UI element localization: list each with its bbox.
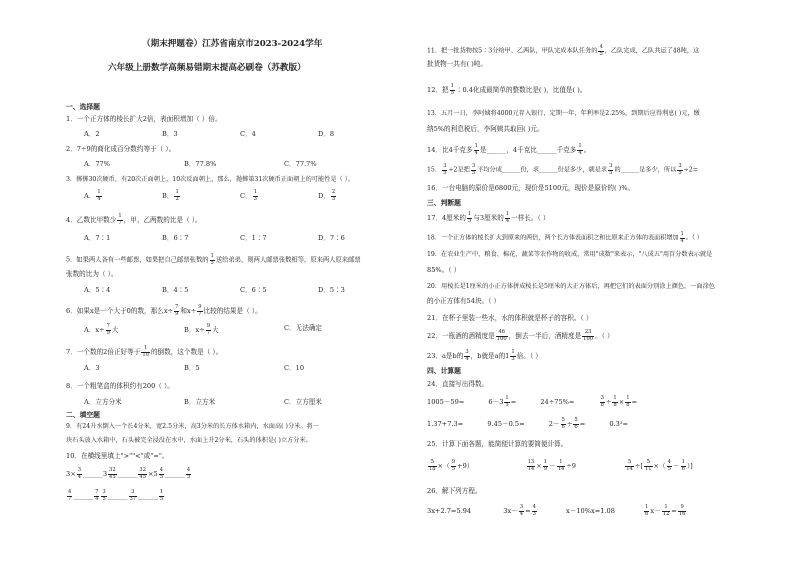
question-5: 5．如果两人各有一些邮票，如果把自己邮票张数的 $\frac{1}{5}$ 送给弟弟，则两人邮票张数相等，原来两人原来邮票 [66, 253, 361, 266]
q3-option-d: D． $\frac{2}{3}$ [318, 189, 336, 202]
q24-row-2: 1.37+7.3= 9.45－0.5= 2－ $\frac{5}{6}$ ÷ $\frac{5}{6}$ = 0.3²= [427, 417, 628, 430]
question-3: 3．掷掷30次硬币，有20次正面朝上，10次反面朝上，那么，抛掷第31次硬币正面朝上的可能性是（ ）。 [66, 176, 354, 183]
question-9: 9．有24升水倒入一个长4分米，宽2.5分米，高3分米的长方体水箱内，水面高( )分米。将一 [66, 423, 319, 430]
question-8: 8．一个粗笔盒的体积约有200（ ）。 [66, 382, 174, 390]
section-fill: 二、填空题 [66, 411, 100, 419]
question-9-line-2: 块石头放入水箱中，石头被完全浸没在水中，水面上升2分米，石头的体积是( )立方分米。 [66, 437, 312, 444]
question-20-line-2: 的小正方体有54块。（ ） [427, 297, 501, 305]
question-11: 11．把一批货物按5∶3分给甲、乙两队，甲队完成本队任务的 $\frac{4}{5}$ ，乙队完成，乙队共运了48吨，这 [427, 44, 700, 57]
q10-row-1: 3× $\frac{3}{4}$ ______3 $\frac{32}{45}$ ______ $\frac{32}{45}$ ×5 $\frac{4}{5}$ ______ $\frac{4}{5}$ [66, 467, 191, 480]
question-2: 2．7÷9的商化成百分数约等于（ ）。 [66, 145, 176, 153]
question-11-line-2: 批货物一共有( )吨。 [427, 60, 487, 68]
q5-option-b: B．4∶5 [162, 286, 189, 294]
question-20: 20．用棱长是1厘米的小正方体拼成棱长是5厘米的大正方体后，再把它们的表面分别涂上颜色，一面涂色 [427, 283, 715, 290]
q6-option-a: A．x÷ $\frac{7}{9}$ 大 [84, 323, 119, 336]
q4-option-d: D．7∶6 [318, 234, 345, 242]
q2-option-b: B．77.8% [184, 160, 217, 168]
section-calc: 四、计算题 [427, 367, 461, 375]
q3-option-c: C． $\frac{1}{3}$ [240, 189, 257, 202]
q4-option-c: C．1∶7 [240, 234, 267, 242]
q5-option-c: C．6∶5 [240, 286, 267, 294]
section-choice: 一、选择题 [66, 103, 100, 111]
question-23: 23．a是b的 $\frac{3}{4}$ ，b就是a的1 $\frac{1}{3}$ 倍。（ ） [427, 349, 542, 362]
question-1: 1．一个正方体的棱长扩大2倍，表面积增加（ ）倍。 [66, 115, 222, 123]
question-19: 19．在农业生产中，粮食、棉花、蔬菜等农作物的收成，常用"成数"来表示，"八成五"用百分数表示就是 [427, 251, 713, 258]
q1-option-d: D．8 [318, 130, 335, 138]
q1-option-a: A．2 [84, 130, 100, 138]
question-5-line-2: 张数的比为（ ）。 [66, 270, 118, 278]
question-17: 17．4厘米的 $\frac{1}{5}$ 与3厘米的 $\frac{1}{4}$ 一样长。（ ） [427, 211, 550, 224]
q8-option-a: A．立方分米 [84, 398, 122, 406]
question-26: 26．解下列方程。 [427, 487, 482, 495]
question-18: 18．一个正方体的棱长扩大到原来的两倍，两个长方体表面积之和比原来正方体的表面积增加 $\frac{1}{4}$ 。（ ） [427, 231, 703, 244]
q6-option-b: B．x÷ $\frac{9}{7}$ 大 [184, 323, 219, 336]
q1-option-c: C．4 [240, 130, 256, 138]
question-15: 15． $\frac{3}{5}$ ÷2是把 $\frac{3}{5}$ 平均分成______份，求______份是多少，就是求 $\frac{3}{5}$ 的______是多少，所以 $\frac{3}{5}$ ÷2= [427, 163, 698, 176]
q8-option-c: C．立方厘米 [284, 398, 323, 406]
q26-equations: 3x+2.7=5.94 3x－ $\frac{3}{4}$ = $\frac{4}{3}$ x－10%x=1.08 $\frac{1}{6}$ x－ $\frac{1}{12}$ = $\frac{9}{16}$ [427, 504, 686, 517]
title-line-2: 六年级上册数学高频易错期末提高必刷卷（苏教版） [108, 63, 306, 73]
q5-option-a: A．5∶4 [84, 286, 111, 294]
question-13: 13．五月一日，李阿姨将4000元存入银行，定期一年，年利率是2.25%，到期后应得利息( )元，缴 [427, 110, 700, 117]
q4-option-a: A．7∶1 [84, 234, 111, 242]
q8-option-b: B．立方米 [184, 398, 216, 406]
question-24: 24．直接写出得数。 [427, 380, 489, 388]
q3-option-b: B． $\frac{1}{2}$ [162, 189, 179, 202]
question-6: 6．如果x是一个大于0的数，那么x÷ $\frac{7}{9}$ 和x÷ $\frac{9}{7}$ 比较的结果是（ ）。 [66, 304, 262, 317]
question-22: 22．一瓶酒的酒精度是 $\frac{46}{100}$ ，倒去一半后，酒精度是 $\frac{23}{100}$ 。（ ） [427, 329, 614, 342]
q1-option-b: B．3 [162, 130, 178, 138]
question-14: 14．比4千克多 $\frac{1}{4}$ 是______，4千克比______千克多 $\frac{1}{4}$ 。 [427, 143, 591, 156]
question-12: 12．把 $\frac{1}{5}$ ∶0.4化成最简单的整数比是( )，比值是( )。 [427, 83, 587, 96]
question-21: 21．在杯子里装一些水，水的体积就是杯子的容积。（ ） [427, 314, 593, 322]
q10-row-2: $\frac{4}{7}$ ______ $\frac{7}{4}$ $\frac{3}{5}$ ______ $\frac{3}{37}$ ______ $\frac{1}{5}$ [68, 489, 164, 502]
title-line-1: （期末押题卷）江苏省南京市2023-2024学年 [142, 39, 323, 49]
q3-option-a: A． $\frac{1}{4}$ [84, 189, 101, 202]
q4-option-b: B．6∶7 [162, 234, 189, 242]
section-judge: 三、判断题 [427, 199, 461, 207]
question-10: 10．在横线里填上">""<"或"="。 [66, 452, 169, 460]
q25-expressions: $\frac{5}{18}$ ×（ $\frac{9}{5}$ +9） $\frac{13}{14}$ × $\frac{1}{9}$ － $\frac{1}{14}$ ÷9 $\frac{5}{14}$ ÷[ $\frac{5}{11}$ ×（ $\frac{4}{5}$ － $\frac{1}{6}$ ）] [429, 459, 693, 472]
q24-row-1: 1005－59= 6－3 $\frac{1}{5}$ = 24÷75%= $\frac{3}{8}$ ÷ $\frac{1}{8}$ × $\frac{1}{8}$ = [427, 395, 638, 408]
q6-option-c: C．无法确定 [284, 324, 323, 332]
q5-option-d: D．5∶3 [318, 286, 345, 294]
q7-option-c: C．10 [284, 364, 305, 372]
q7-option-a: A．3 [84, 364, 100, 372]
question-19-line-2: 85%。（ ） [427, 266, 461, 274]
q2-option-a: A．77% [84, 160, 111, 168]
question-16: 16．一台电脑的原价是6800元，现价是5100元，现价是原价的( )%。 [427, 184, 635, 192]
question-25: 25．计算下面各题，能简便计算的要简便计算。 [427, 440, 568, 448]
question-4: 4．乙数比甲数少 $\frac{1}{7}$ ，甲、乙两数的比是（ ）。 [66, 213, 202, 226]
question-13-line-2: 纳5%的利息税后，李阿姨共取回( )元。 [427, 125, 544, 133]
question-7: 7．一个数的2倍正好等于 $\frac{1}{10}$ 的倒数，这个数是（ ）。 [66, 345, 223, 358]
q7-option-b: B．5 [184, 364, 200, 372]
q2-option-c: C．77.7% [284, 160, 317, 168]
